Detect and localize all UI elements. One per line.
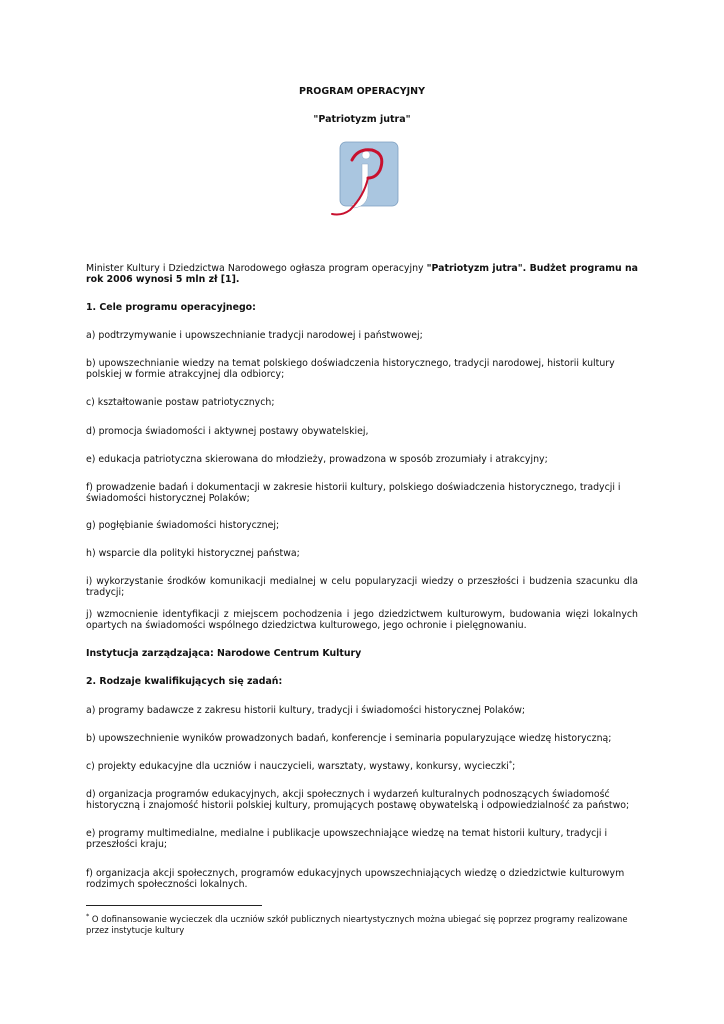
section2-heading: 2. Rodzaje kwalifikujących się zadań:: [86, 676, 283, 687]
footnote-separator: [86, 905, 262, 906]
task-item-c: [86, 758, 638, 772]
program-title: "Patriotyzm jutra": [313, 114, 411, 125]
goal-item-d: d) promocja świadomości i aktywnej postawy obywatelskiej,: [86, 426, 369, 437]
goal-item-a: a) podtrzymywanie i upowszechnianie tradycji narodowej i państwowej;: [86, 330, 423, 341]
goal-item-f: f) prowadzenie badań i dokumentacji w zakresie historii kultury, polskiego doświadczenia historycznego, tradycji i świadomości historycznej Polaków;: [86, 482, 621, 505]
goal-item-h: h) wsparcie dla polityki historycznej państwa;: [86, 548, 300, 559]
goal-item-g: g) pogłębianie świadomości historycznej;: [86, 520, 280, 531]
task-item-d: d) organizacja programów edukacyjnych, akcji społecznych i wydarzeń kulturalnych podnoszących świadomość historyczną i znajomość historii polskiej kultury, promujących postawę obywatelską i odpowiedzialność za państwo;: [86, 789, 630, 812]
footnote: [86, 914, 638, 936]
task-item-f: f) organizacja akcji społecznych, programów edukacyjnych upowszechniających wiedzę o dziedzictwie kulturowym rodzimych społeczności lokalnych.: [86, 868, 625, 891]
document-title: PROGRAM OPERACYJNY: [299, 86, 425, 97]
managing-institution: Instytucja zarządzająca: Narodowe Centrum Kultury: [86, 648, 362, 659]
footnote-marker: *: [86, 912, 90, 921]
task-item-c-end: ;: [512, 761, 516, 772]
section1-heading: 1. Cele programu operacyjnego:: [86, 302, 256, 313]
goal-item-e: e) edukacja patriotyczna skierowana do młodzieży, prowadzona w sposób zrozumiały i atrakcyjny;: [86, 454, 548, 465]
intro-paragraph: [86, 263, 638, 286]
goal-item-i: i) wykorzystanie środków komunikacji medialnej w celu popularyzacji wiedzy o przeszłości i budzenia szacunku dla tradycji;: [86, 576, 638, 599]
patriotyzm-jutra-logo-icon: [328, 140, 400, 218]
goal-item-j: j) wzmocnienie identyfikacji z miejscem pochodzenia i jego dziedzictwem kulturowym, budowania więzi lokalnych opartych na świadomości wspólnego dziedzictwa kulturowego, jego ochronie i pielęgnowaniu.: [86, 609, 638, 632]
goal-item-c: c) kształtowanie postaw patriotycznych;: [86, 397, 275, 408]
intro-program-name: "Patriotyzm jutra". Budżet programu na rok 2006 wynosi 5 mln zł [1].: [86, 263, 639, 286]
task-item-c-text: c) projekty edukacyjne dla uczniów i nauczycieli, warsztaty, wystawy, konkursy, wycieczki: [86, 761, 509, 772]
document-page: [86, 0, 638, 1024]
task-item-b: b) upowszechnienie wyników prowadzonych badań, konferencje i seminaria popularyzujące wiedzę historyczną;: [86, 733, 612, 744]
task-item-a: a) programy badawcze z zakresu historii kultury, tradycji i świadomości historycznej Polaków;: [86, 705, 526, 716]
task-item-e: e) programy multimedialne, medialne i publikacje upowszechniające wiedzę na temat historii kultury, tradycji i przeszłości kraju;: [86, 828, 608, 851]
goal-item-b: b) upowszechnianie wiedzy na temat polskiego doświadczenia historycznego, tradycji narodowej, historii kultury polskiej w formie atrakcyjnej dla odbiorcy;: [86, 358, 615, 381]
footnote-text: O dofinansowanie wycieczek dla uczniów szkół publicznych nieartystycznych można ubiegać się poprzez programy realizowane przez instytucje kultury: [86, 914, 628, 935]
footnote-reference[interactable]: *: [508, 758, 513, 767]
intro-text: Minister Kultury i Dziedzictwa Narodowego ogłasza program operacyjny: [86, 263, 427, 274]
